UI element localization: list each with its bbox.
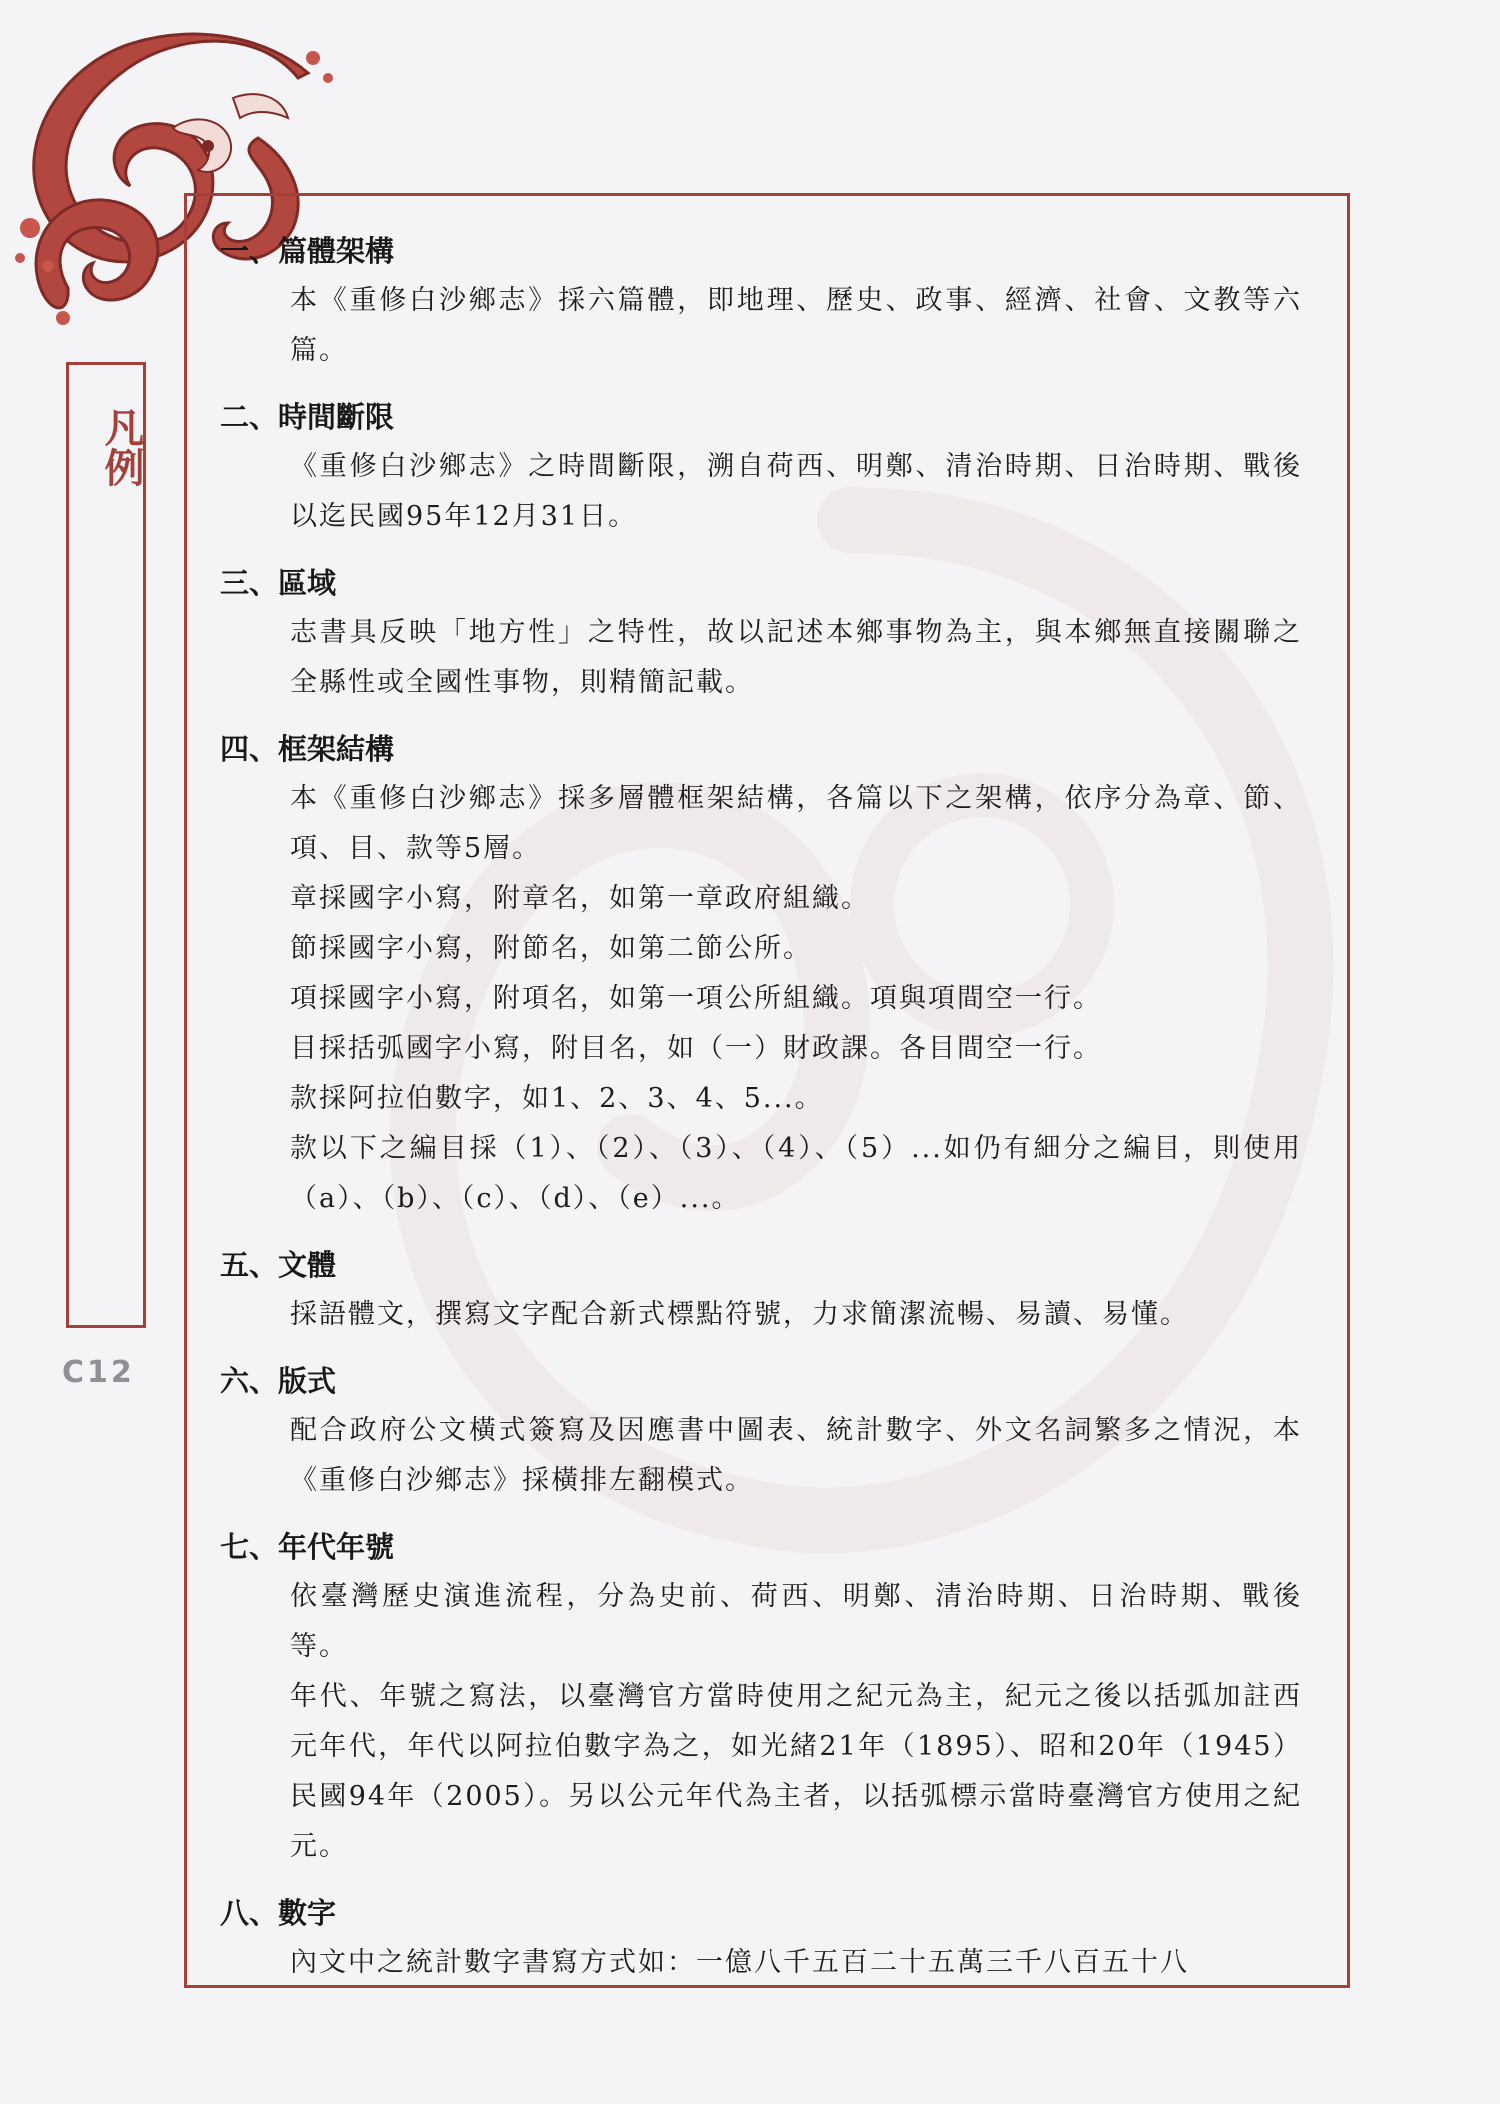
page-number: C12	[62, 1355, 135, 1390]
section	[220, 1894, 1328, 1988]
section-heading: 二、時間斷限	[220, 400, 395, 434]
paragraph: 章採國字小寫，附章名，如第一章政府組織。	[290, 883, 870, 914]
section	[220, 398, 1328, 542]
section	[220, 564, 1328, 708]
paragraph: 節採國字小寫，附節名，如第二節公所。	[290, 933, 812, 964]
section-heading: 五、文體	[220, 1248, 337, 1282]
section	[220, 730, 1328, 1224]
sidebar-title: 凡例	[98, 407, 145, 487]
section-heading: 三、區域	[220, 566, 337, 600]
section	[220, 1246, 1328, 1340]
section	[220, 232, 1328, 376]
section-heading: 七、年代年號	[220, 1530, 395, 1564]
section-heading: 八、數字	[220, 1896, 337, 1930]
section	[220, 1528, 1328, 1872]
content-body	[220, 232, 1328, 2010]
section	[220, 1362, 1328, 1506]
paragraph: 配合政府公文橫式簽寫及因應書中圖表、統計數字、外文名詞繁多之情況，本《重修白沙鄉志》採橫排左翻模式。	[290, 1415, 1302, 1496]
section-heading: 四、框架結構	[220, 732, 395, 766]
paragraph: 年代、年號之寫法，以臺灣官方當時使用之紀元為主，紀元之後以括弧加註西元年代，年代以阿拉伯數字為之，如光緒21年（1895）、昭和20年（1945）民國94年（2005）。另以公元年代為主者，以括弧標示當時臺灣官方使用之紀元。	[290, 1681, 1302, 1862]
section-heading: 一、篇體架構	[220, 234, 395, 268]
paragraph: 內文中之統計數字書寫方式如：一億八千五百二十五萬三千八百五十八	[290, 1947, 1189, 1978]
paragraph: 本《重修白沙鄉志》採多層體框架結構，各篇以下之架構，依序分為章、節、項、目、款等5層。	[290, 783, 1302, 864]
paragraph: 目採括弧國字小寫，附目名，如（一）財政課。各目間空一行。	[290, 1033, 1102, 1064]
paragraph: 本《重修白沙鄉志》採六篇體，即地理、歷史、政事、經濟、社會、文教等六篇。	[290, 285, 1302, 366]
paragraph: 款以下之編目採（1）、（2）、（3）、（4）、（5）...如仍有細分之編目，則使用（a）、（b）、（c）、（d）、（e）...。	[290, 1133, 1302, 1214]
sidebar-tab	[66, 362, 146, 1328]
paragraph: 採語體文，撰寫文字配合新式標點符號，力求簡潔流暢、易讀、易懂。	[290, 1299, 1189, 1330]
paragraph: 依臺灣歷史演進流程，分為史前、荷西、明鄭、清治時期、日治時期、戰後等。	[290, 1581, 1302, 1662]
paragraph: 《重修白沙鄉志》之時間斷限，溯自荷西、明鄭、清治時期、日治時期、戰後以迄民國95年12月31日。	[290, 451, 1302, 532]
paragraph: 項採國字小寫，附項名，如第一項公所組織。項與項間空一行。	[290, 983, 1102, 1014]
section-heading: 六、版式	[220, 1364, 337, 1398]
paragraph: 款採阿拉伯數字，如1、2、3、4、5...。	[290, 1083, 824, 1114]
paragraph: 志書具反映「地方性」之特性，故以記述本鄉事物為主，與本鄉無直接關聯之全縣性或全國性事物，則精簡記載。	[290, 617, 1302, 698]
